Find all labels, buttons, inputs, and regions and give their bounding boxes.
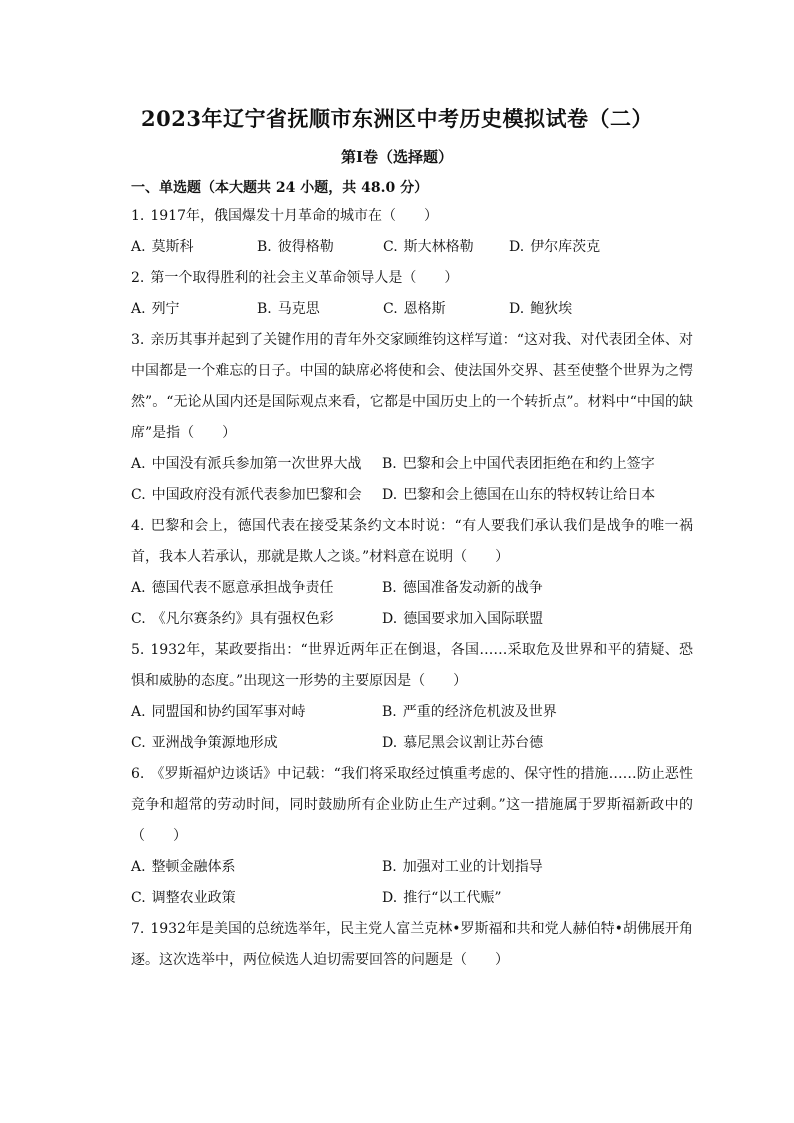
volume-subtitle: 第Ⅰ卷（选择题） (340, 148, 454, 166)
option-text: 推行“以工代赈” (403, 890, 502, 906)
option-letter: B. (257, 239, 272, 255)
answer-option (382, 728, 633, 759)
question-item (131, 263, 693, 325)
question-stem (131, 759, 693, 852)
option-text: 鲍狄埃 (530, 301, 573, 317)
answer-option (131, 852, 382, 883)
option-text: 中国没有派兵参加第一次世界大战 (151, 456, 362, 472)
answer-option (383, 294, 509, 325)
section-heading: 一、单选题（本大题共 24 小题，共 48.0 分） (131, 180, 429, 196)
option-text: 斯大林格勒 (403, 239, 474, 255)
option-text: 严重的经济危机波及世界 (402, 704, 557, 720)
question-number: 4. (131, 518, 145, 534)
option-letter: C. (131, 890, 146, 906)
option-text: 同盟国和协约国军事对峙 (151, 704, 306, 720)
question-stem (131, 263, 693, 294)
answer-option (131, 573, 382, 604)
question-item (131, 201, 693, 263)
option-letter: A. (131, 239, 146, 255)
question-number: 1. (131, 208, 145, 224)
option-letter: A. (131, 859, 146, 875)
option-letter: D. (382, 890, 398, 906)
answer-option (383, 232, 509, 263)
answer-option (257, 232, 383, 263)
option-text: 慕尼黑会议割让苏台德 (403, 735, 544, 751)
option-letter: C. (131, 735, 146, 751)
option-text: 彼得格勒 (277, 239, 334, 255)
question-list (131, 201, 693, 976)
answer-option (382, 697, 633, 728)
option-letter: D. (382, 735, 398, 751)
option-letter: B. (382, 456, 397, 472)
option-text: 巴黎和会上中国代表团拒绝在和约上签字 (402, 456, 655, 472)
option-text: 整顿金融体系 (151, 859, 236, 875)
answer-option (131, 728, 382, 759)
option-letter: B. (382, 580, 397, 596)
option-letter: A. (131, 704, 146, 720)
option-text: 亚洲战争策源地形成 (151, 735, 278, 751)
answer-options (131, 697, 693, 759)
page-title: 2023年辽宁省抚顺市东洲区中考历史模拟试卷（二） (141, 106, 653, 131)
question-text: 《罗斯福炉边谈话》中记载：“我们将采取经过慎重考虑的、保守性的措施……防止恶性竞争和超常的劳动时间，同时鼓励所有企业防止生产过剩。”这一措施属于罗斯福新政中的（ ） (131, 766, 693, 844)
option-letter: A. (131, 456, 146, 472)
option-letter: D. (382, 487, 398, 503)
option-text: 马克思 (277, 301, 320, 317)
question-number: 2. (131, 270, 145, 286)
question-item (131, 325, 693, 511)
option-text: 中国政府没有派代表参加巴黎和会 (151, 487, 362, 503)
question-text: 第一个取得胜利的社会主义革命领导人是（ ） (150, 270, 459, 286)
question-stem (131, 325, 693, 449)
option-letter: C. (131, 611, 146, 627)
option-text: 列宁 (151, 301, 180, 317)
option-text: 调整农业政策 (151, 890, 236, 906)
option-text: 《凡尔赛条约》具有强权色彩 (151, 611, 334, 627)
question-number: 3. (131, 332, 145, 348)
question-stem (131, 201, 693, 232)
option-letter: C. (383, 301, 398, 317)
answer-option (509, 232, 635, 263)
question-text: 1932年，某政要指出：“世界近两年正在倒退，各国……采取危及世界和平的猜疑、恐惧和威胁的态度。”出现这一形势的主要原因是（ ） (131, 642, 693, 689)
option-text: 伊尔库茨克 (530, 239, 601, 255)
answer-option (131, 449, 382, 480)
question-stem (131, 635, 693, 697)
answer-option (382, 480, 656, 511)
option-text: 德国要求加入国际联盟 (403, 611, 544, 627)
option-letter: B. (257, 301, 272, 317)
question-stem (131, 914, 693, 976)
answer-option (131, 883, 382, 914)
answer-options (131, 449, 693, 511)
answer-option (131, 480, 382, 511)
answer-option (509, 294, 635, 325)
option-letter: A. (131, 301, 146, 317)
answer-option (131, 294, 257, 325)
question-text: 巴黎和会上，德国代表在接受某条约文本时说：“有人要我们承认我们是战争的唯一祸首，我本人若承认，那就是欺人之谈。”材料意在说明（ ） (131, 518, 693, 565)
answer-option (382, 883, 633, 914)
question-text: 1917年，俄国爆发十月革命的城市在（ ） (150, 208, 438, 224)
option-text: 德国代表不愿意承担战争责任 (151, 580, 334, 596)
option-letter: C. (383, 239, 398, 255)
option-letter: C. (131, 487, 146, 503)
option-text: 恩格斯 (403, 301, 446, 317)
answer-option (257, 294, 383, 325)
answer-option (382, 449, 655, 480)
answer-option (382, 852, 633, 883)
answer-options (131, 232, 693, 263)
question-stem (131, 511, 693, 573)
option-text: 巴黎和会上德国在山东的特权转让给日本 (403, 487, 656, 503)
answer-options (131, 294, 693, 325)
question-number: 7. (131, 921, 145, 937)
question-number: 6. (131, 766, 145, 782)
question-item (131, 635, 693, 759)
question-item (131, 759, 693, 914)
question-text: 亲历其事并起到了关键作用的青年外交家顾维钧这样写道：“这对我、对代表团全体、对中国都是一个难忘的日子。中国的缺席必将使和会、使法国外交界、甚至使整个世界为之愕然”。“无论从国内还是国际观点来看，它都是中国历史上的一个转折点”。材料中“中国的缺席”是指（ ） (131, 332, 693, 441)
answer-option (382, 573, 633, 604)
option-letter: D. (509, 239, 525, 255)
option-letter: A. (131, 580, 146, 596)
question-item (131, 914, 693, 976)
answer-options (131, 852, 693, 914)
answer-option (131, 697, 382, 728)
option-letter: D. (382, 611, 398, 627)
question-text: 1932年是美国的总统选举年，民主党人富兰克林•罗斯福和共和党人赫伯特•胡佛展开角逐。这次选举中，两位候选人迫切需要回答的问题是（ ） (131, 921, 693, 968)
question-item (131, 511, 693, 635)
option-letter: B. (382, 704, 397, 720)
answer-options (131, 573, 693, 635)
answer-option (131, 232, 257, 263)
question-number: 5. (131, 642, 145, 658)
option-text: 加强对工业的计划指导 (402, 859, 543, 875)
option-text: 德国准备发动新的战争 (402, 580, 543, 596)
answer-option (131, 604, 382, 635)
answer-option (382, 604, 633, 635)
option-letter: D. (509, 301, 525, 317)
option-letter: B. (382, 859, 397, 875)
option-text: 莫斯科 (151, 239, 194, 255)
